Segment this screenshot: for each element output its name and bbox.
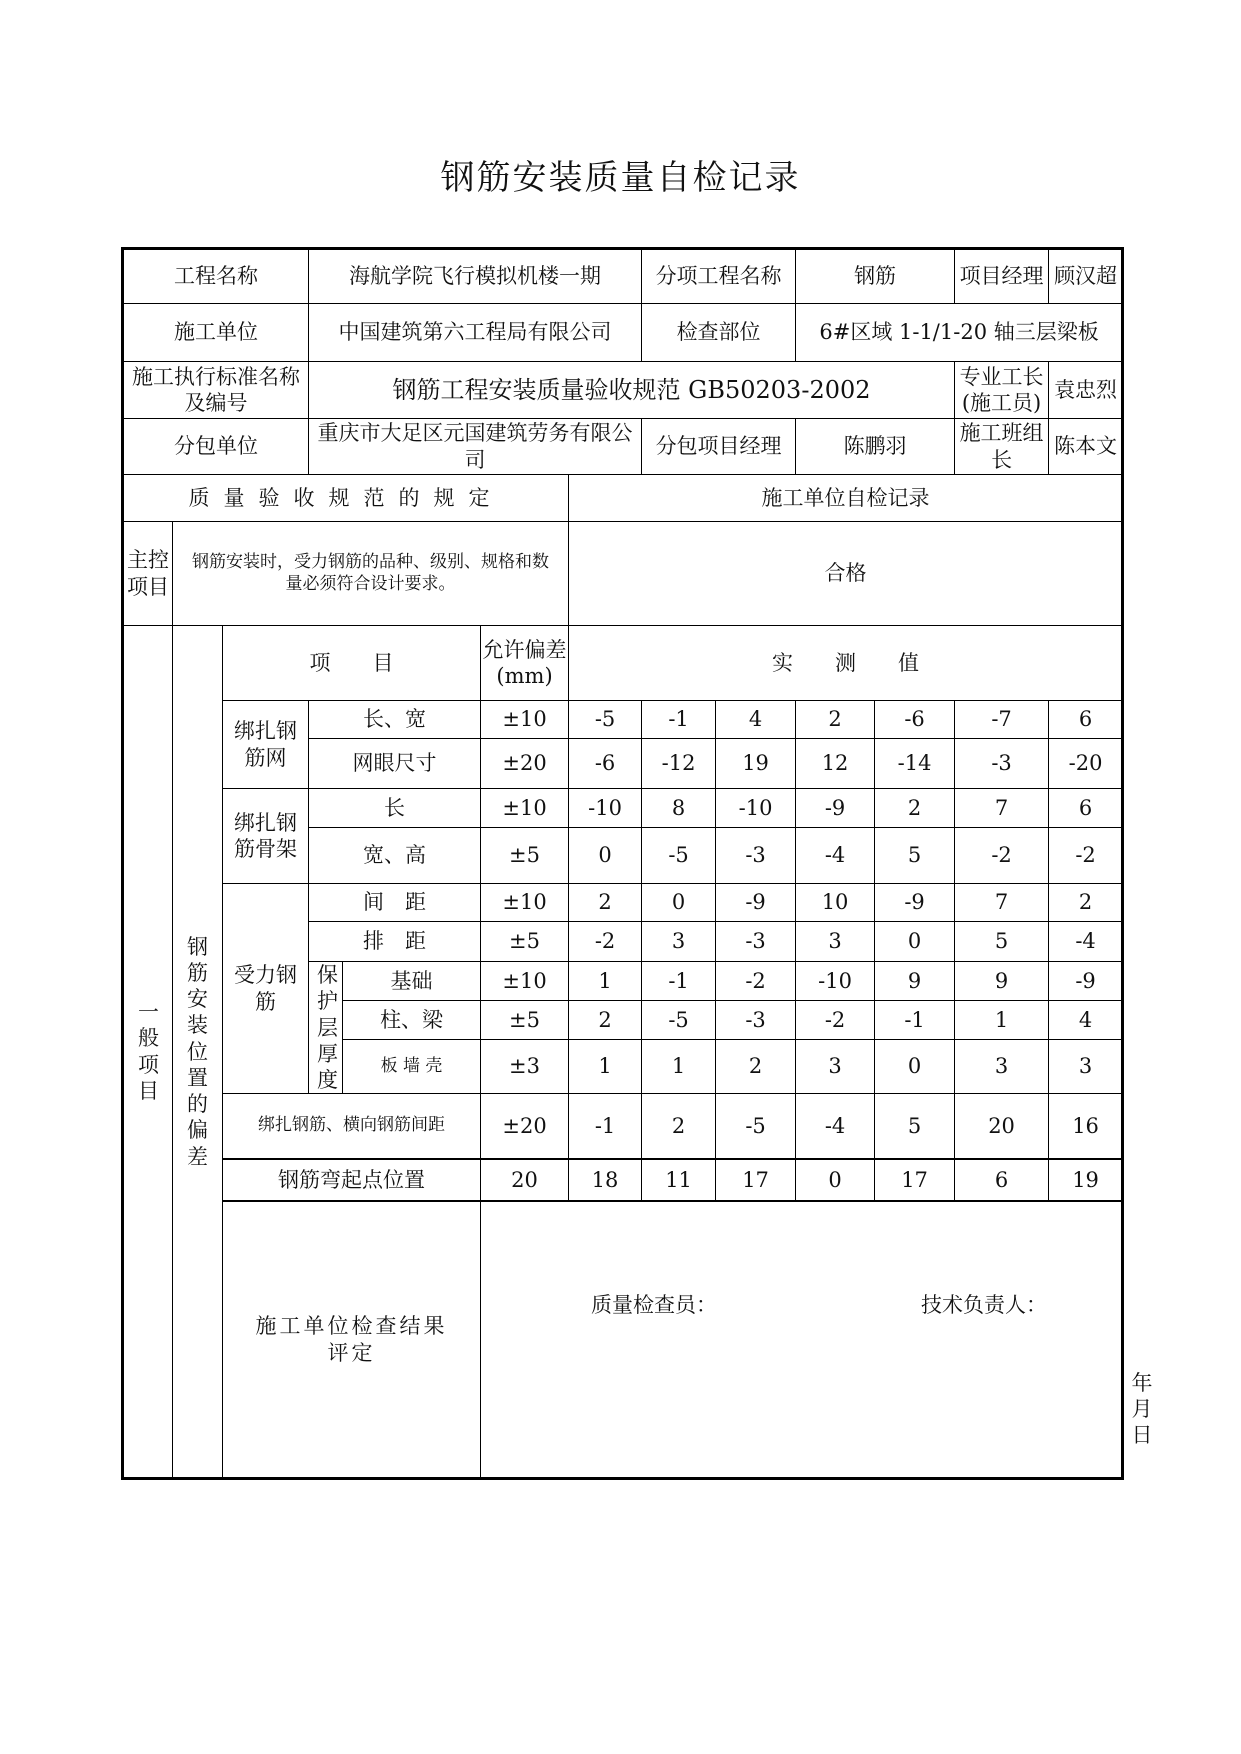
measured-value: -7 — [955, 701, 1049, 739]
standard-value: 钢筋工程安装质量验收规范 GB50203-2002 — [309, 362, 955, 419]
measured-value: 9 — [875, 962, 955, 1001]
measured-value: 3 — [796, 1039, 875, 1094]
measured-value: 2 — [569, 884, 642, 922]
signature-area — [481, 1201, 1174, 1479]
measured-value: -3 — [716, 1001, 796, 1039]
measured-value: -4 — [1049, 922, 1123, 962]
tolerance-value: ±10 — [481, 701, 569, 739]
measured-value: 18 — [569, 1159, 642, 1201]
table-row — [123, 1159, 1123, 1201]
measured-value: -1 — [642, 962, 716, 1001]
measured-value: -3 — [716, 828, 796, 884]
position-deviation-label: 钢筋安装位置的偏差 — [173, 626, 223, 1479]
item-name: 排 距 — [309, 922, 481, 962]
conclusion-label: 施工单位检查结果评定 — [223, 1201, 481, 1479]
measured-value: 2 — [875, 789, 955, 828]
measured-value: 0 — [642, 884, 716, 922]
qc-inspector-label: 质量检查员： — [591, 1292, 718, 1317]
cage-group-label: 绑扎钢筋骨架 — [223, 789, 309, 884]
measured-value: 0 — [796, 1159, 875, 1201]
table-row — [123, 884, 1123, 922]
subcontractor-label: 分包单位 — [123, 419, 309, 475]
measured-value: 3 — [642, 922, 716, 962]
measured-value: -3 — [955, 739, 1049, 789]
foreman-label: 专业工长(施工员) — [955, 362, 1049, 419]
inspection-form — [121, 247, 1174, 1480]
measured-value: -6 — [569, 739, 642, 789]
foreman-value: 袁忠烈 — [1049, 362, 1123, 419]
measured-value: 2 — [796, 701, 875, 739]
item-name: 长 — [309, 789, 481, 828]
measured-value: 17 — [716, 1159, 796, 1201]
measured-column-header: 实 测 值 — [569, 626, 1123, 701]
item-name: 柱、梁 — [343, 1001, 481, 1039]
contractor-label: 施工单位 — [123, 304, 309, 362]
sub-pm-label: 分包项目经理 — [642, 419, 796, 475]
table-row — [123, 789, 1123, 828]
measured-value: 4 — [716, 701, 796, 739]
measured-value: 6 — [1049, 789, 1123, 828]
measured-value: 0 — [875, 1039, 955, 1094]
measured-value: 0 — [875, 922, 955, 962]
measured-value: -2 — [569, 922, 642, 962]
item-name: 长、宽 — [309, 701, 481, 739]
mesh-group-label: 绑扎钢筋网 — [223, 701, 309, 789]
measured-value: 19 — [716, 739, 796, 789]
measured-value: 20 — [955, 1094, 1049, 1159]
measured-value: 2 — [716, 1039, 796, 1094]
measured-value: -20 — [1049, 739, 1123, 789]
measured-value: -4 — [796, 1094, 875, 1159]
measured-value: -9 — [716, 884, 796, 922]
measured-value: 1 — [569, 1039, 642, 1094]
tolerance-column-header: 允许偏差(mm) — [481, 626, 569, 701]
tolerance-value: ±5 — [481, 922, 569, 962]
measured-value: 16 — [1049, 1094, 1123, 1159]
team-leader-value: 陈本文 — [1049, 419, 1123, 475]
measured-value: 2 — [642, 1094, 716, 1159]
measured-value: -9 — [796, 789, 875, 828]
measured-value: -2 — [1049, 828, 1123, 884]
document-title: 钢筋安装质量自检记录 — [440, 158, 801, 198]
item-name: 基础 — [343, 962, 481, 1001]
inspect-part-value: 6#区域 1-1/1-20 轴三层梁板 — [796, 304, 1123, 362]
measured-value: -2 — [716, 962, 796, 1001]
measured-value: 3 — [955, 1039, 1049, 1094]
item-column-header: 项 目 — [223, 626, 481, 701]
measured-value: -4 — [796, 828, 875, 884]
measured-value: 5 — [955, 922, 1049, 962]
measured-value: -10 — [716, 789, 796, 828]
tolerance-value: ±3 — [481, 1039, 569, 1094]
measured-value: 1 — [642, 1039, 716, 1094]
tolerance-value: ±10 — [481, 884, 569, 922]
item-name: 宽、高 — [309, 828, 481, 884]
general-items-label: 一般项目 — [123, 626, 173, 1479]
pm-label: 项目经理 — [955, 249, 1049, 304]
tolerance-value: ±10 — [481, 962, 569, 1001]
measured-value: -2 — [955, 828, 1049, 884]
measured-value: -6 — [875, 701, 955, 739]
measured-value: 1 — [955, 1001, 1049, 1039]
measured-value: -5 — [716, 1094, 796, 1159]
measured-value: 4 — [1049, 1001, 1123, 1039]
table-row — [123, 701, 1123, 739]
measured-value: 7 — [955, 789, 1049, 828]
item-name: 网眼尺寸 — [309, 739, 481, 789]
measured-value: -1 — [569, 1094, 642, 1159]
sub-project-label: 分项工程名称 — [642, 249, 796, 304]
measured-value: 8 — [642, 789, 716, 828]
project-name-value: 海航学院飞行模拟机楼一期 — [309, 249, 642, 304]
measured-value: 2 — [569, 1001, 642, 1039]
measured-value: -14 — [875, 739, 955, 789]
measured-value: -1 — [875, 1001, 955, 1039]
tolerance-value: ±10 — [481, 789, 569, 828]
subcontractor-value: 重庆市大足区元国建筑劳务有限公司 — [309, 419, 642, 475]
measured-value: 5 — [875, 828, 955, 884]
self-check-header: 施工单位自检记录 — [569, 475, 1123, 522]
measured-value: 0 — [569, 828, 642, 884]
measured-value: 10 — [796, 884, 875, 922]
measured-value: -9 — [875, 884, 955, 922]
cover-thickness-label: 保护层厚度 — [309, 962, 343, 1094]
measured-value: 2 — [1049, 884, 1123, 922]
measured-value: -10 — [569, 789, 642, 828]
tech-lead-label: 技术负责人： — [921, 1292, 1048, 1317]
measured-value: -5 — [642, 828, 716, 884]
measured-value: 1 — [569, 962, 642, 1001]
item-name: 间 距 — [309, 884, 481, 922]
measured-value: 12 — [796, 739, 875, 789]
measured-value: -5 — [569, 701, 642, 739]
inspect-part-label: 检查部位 — [642, 304, 796, 362]
sub-pm-value: 陈鹏羽 — [796, 419, 955, 475]
tolerance-value: ±20 — [481, 739, 569, 789]
standard-label: 施工执行标准名称及编号 — [123, 362, 309, 419]
tolerance-value: ±5 — [481, 828, 569, 884]
spec-header: 质量验收规范的规定 — [123, 475, 569, 522]
measured-value: 6 — [1049, 701, 1123, 739]
main-control-requirement: 钢筋安装时，受力钢筋的品种、级别、规格和数量必须符合设计要求。 — [173, 522, 569, 626]
measured-value: 3 — [796, 922, 875, 962]
measured-value: 7 — [955, 884, 1049, 922]
item-name: 板 墙 壳 — [343, 1039, 481, 1094]
measured-value: 6 — [955, 1159, 1049, 1201]
team-leader-label: 施工班组长 — [955, 419, 1049, 475]
main-control-result: 合格 — [569, 522, 1123, 626]
project-name-label: 工程名称 — [123, 249, 309, 304]
measured-value: 19 — [1049, 1159, 1123, 1201]
main-control-label: 主控项目 — [123, 522, 173, 626]
measured-value: 5 — [875, 1094, 955, 1159]
measured-value: 3 — [1049, 1039, 1123, 1094]
measured-value: 11 — [642, 1159, 716, 1201]
item-name: 钢筋弯起点位置 — [223, 1159, 481, 1201]
tolerance-value: ±20 — [481, 1094, 569, 1159]
tolerance-value: 20 — [481, 1159, 569, 1201]
table-row — [123, 1094, 1123, 1159]
item-name: 绑扎钢筋、横向钢筋间距 — [223, 1094, 481, 1159]
measured-value: -1 — [642, 701, 716, 739]
date-label: 年 月 日 — [1131, 1370, 1174, 1448]
measured-value: -9 — [1049, 962, 1123, 1001]
measured-value: -10 — [796, 962, 875, 1001]
measured-value: 17 — [875, 1159, 955, 1201]
measured-value: -2 — [796, 1001, 875, 1039]
measured-value: 9 — [955, 962, 1049, 1001]
measured-value: -3 — [716, 922, 796, 962]
measured-value: -5 — [642, 1001, 716, 1039]
sub-project-value: 钢筋 — [796, 249, 955, 304]
pm-value: 顾汉超 — [1049, 249, 1123, 304]
contractor-value: 中国建筑第六工程局有限公司 — [309, 304, 642, 362]
tolerance-value: ±5 — [481, 1001, 569, 1039]
stress-group-label: 受力钢筋 — [223, 884, 309, 1094]
measured-value: -12 — [642, 739, 716, 789]
